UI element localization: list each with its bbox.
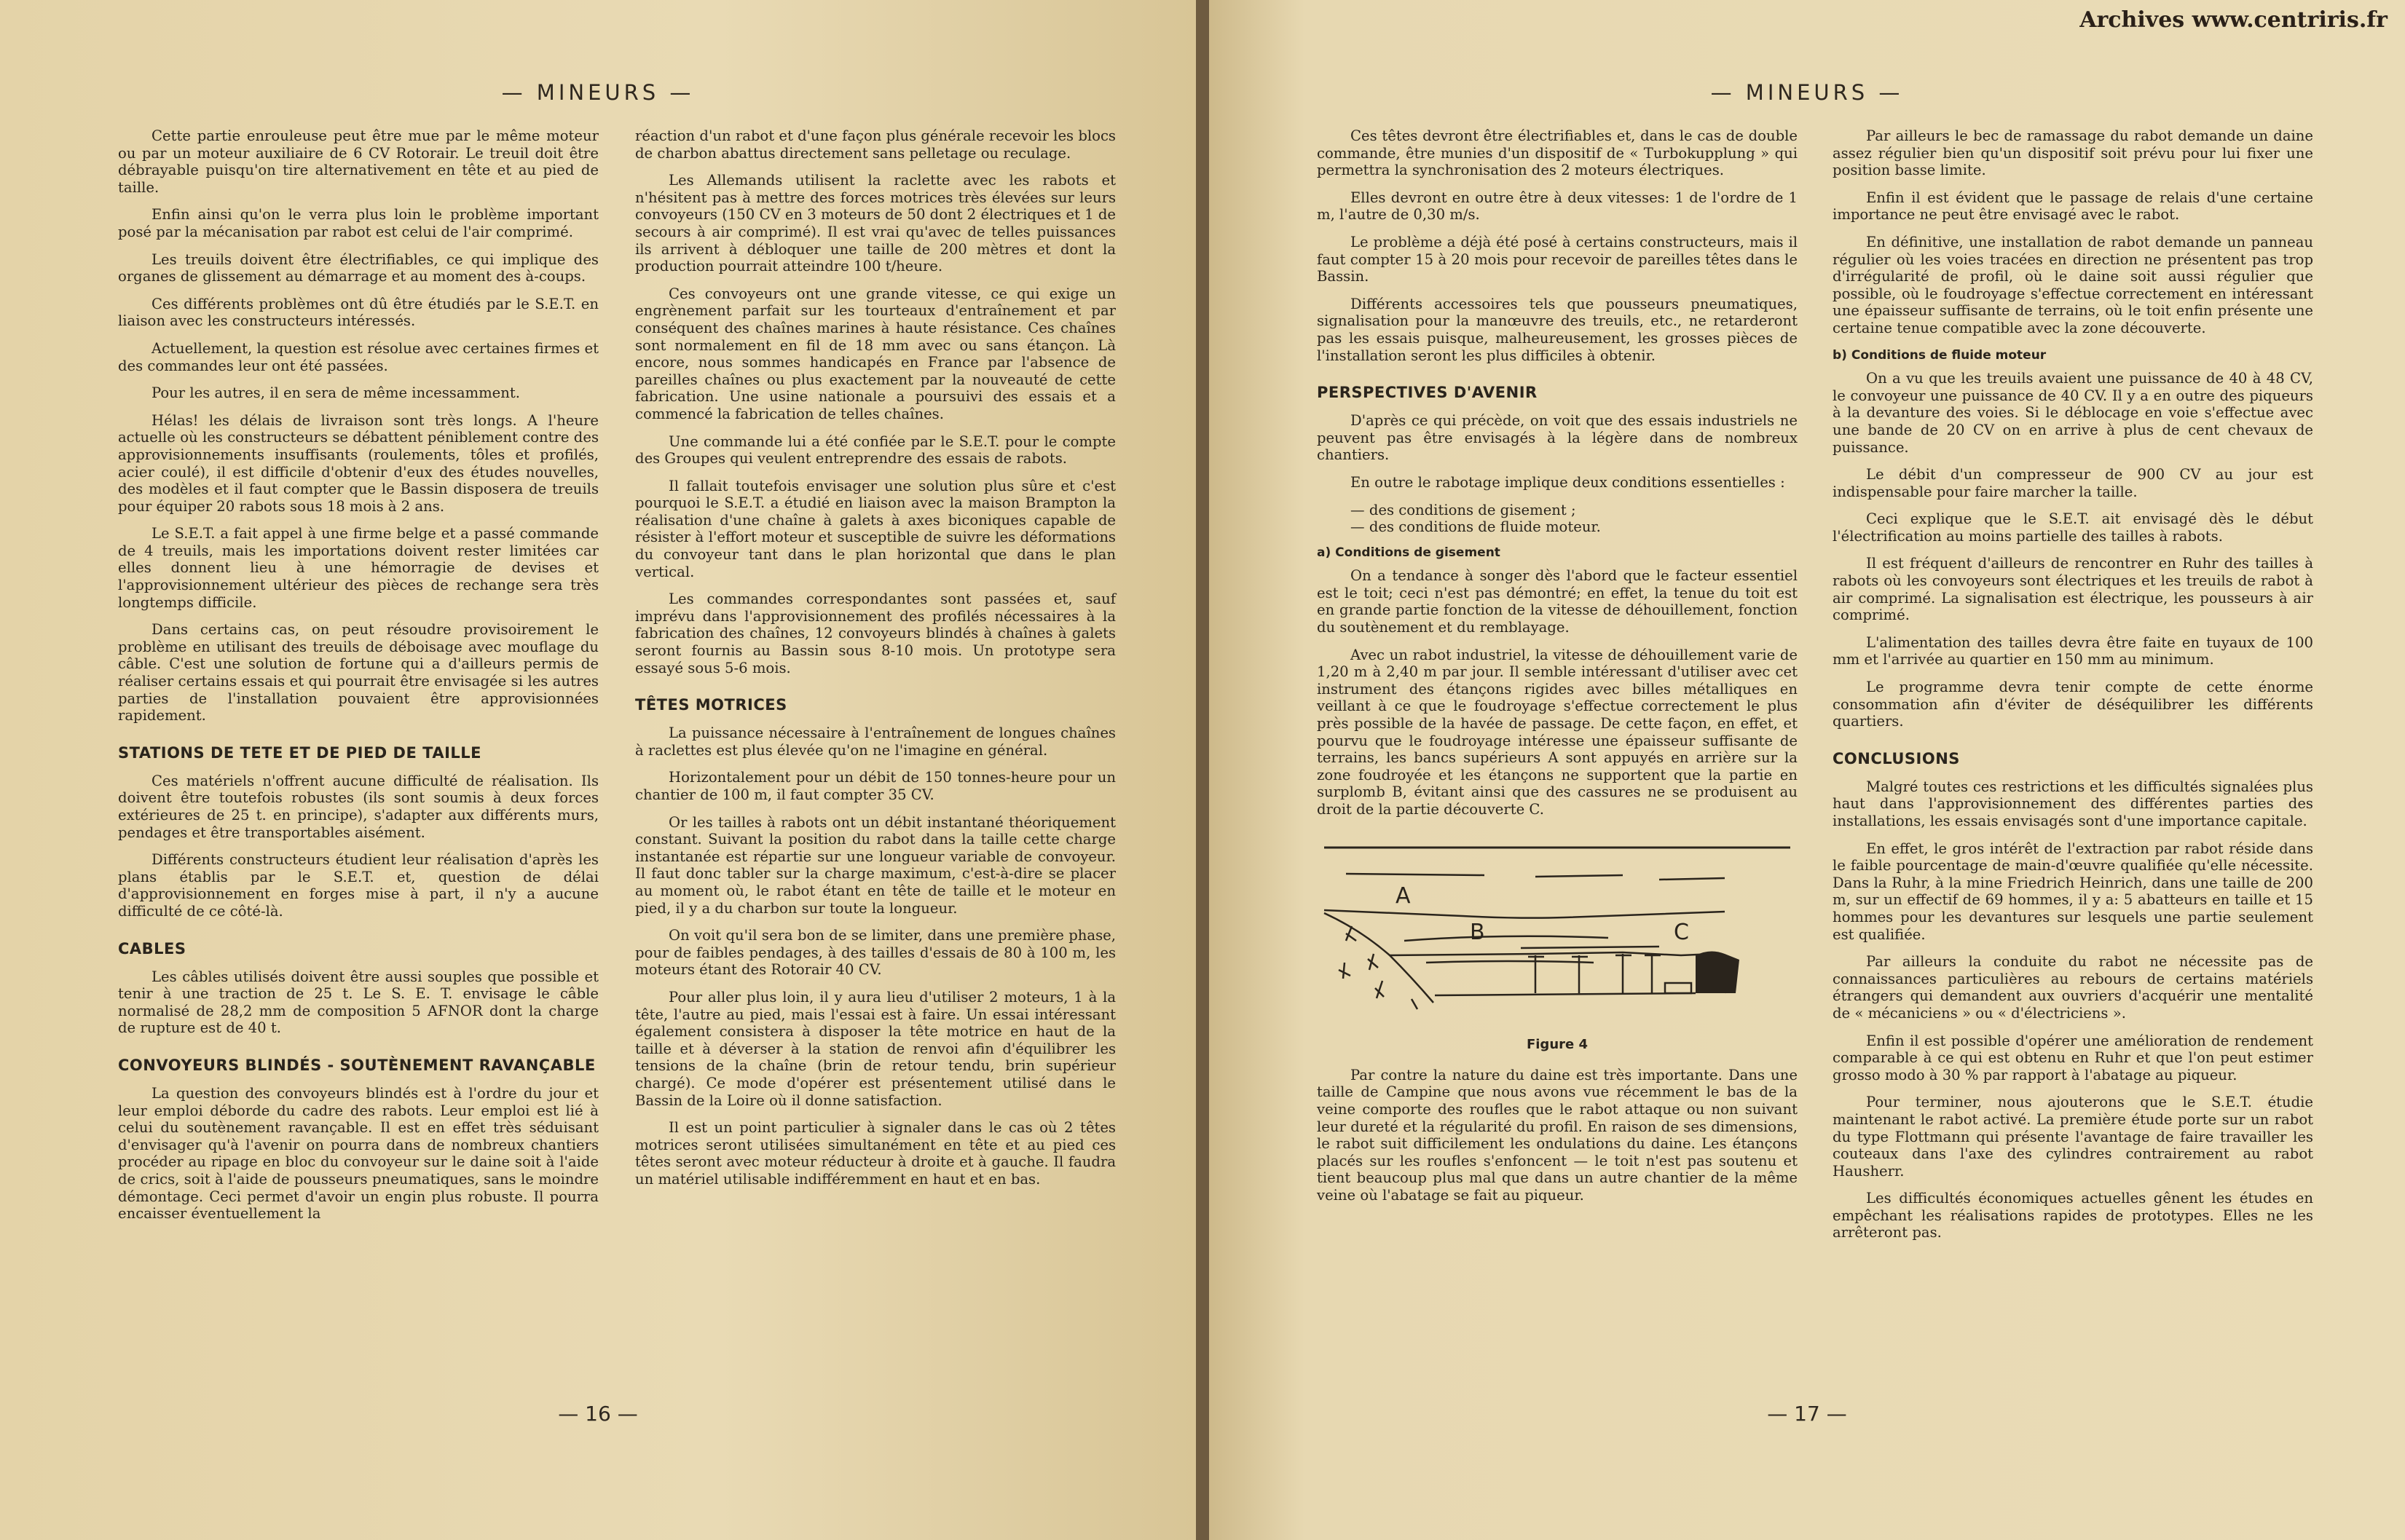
section-heading: PERSPECTIVES D'AVENIR — [1317, 384, 1538, 402]
subsection-heading: a) Conditions de gisement — [1317, 545, 1500, 560]
figure-label-a: A — [1396, 882, 1411, 909]
paragraph: Pour aller plus loin, il y aura lieu d'utiliser 2 moteurs, 1 à la tête, l'autre au pied, mais l'essai est à faire. Un essai intéressant également consistera à disposer la tête motrice en haut de la taille et à déverser à la station de renvoi afin d'équilibrer les tensions de la chaîne (brin de retour tendu, brin supérieur chargé). Ce mode d'opérer est présentement utilisé dans le Bassin de la Loire où il donne satisfaction. — [635, 988, 1116, 1109]
page-header: — MINEURS — — [1710, 80, 1904, 105]
paragraph: Ceci explique que le S.E.T. ait envisagé dès le début l'électrification au moins partielle des tailles à rabots. — [1833, 510, 2313, 545]
paragraph: Il est un point particulier à signaler dans le cas où 2 têtes motrices seront utilisées simultanément en tête et au pied ces têtes seront avec moteur réducteur à droite et à gauche. Il faudra un matériel utilisable indifféremment en haut et en bas. — [635, 1119, 1116, 1188]
paragraph: Différents accessoires tels que pousseurs pneumatiques, signalisation pour la manœuvre des treuils, etc., ne retarderont pas les essais puisque, malheureusement, les grosses pièces de l'installation seront les plus difficiles à obtenir. — [1317, 295, 1798, 364]
page-number: — 17 — — [1767, 1402, 1847, 1426]
figure-caption: Figure 4 — [1526, 1037, 1589, 1053]
paragraph: D'après ce qui précède, on voit que des essais industriels ne peuvent pas être envisagés à la légère dans de nombreux chantiers. — [1317, 412, 1798, 464]
page-number: — 16 — — [558, 1402, 638, 1426]
paragraph: Par contre la nature du daine est très importante. Dans une taille de Campine que nous avons vue récemment le bas de la veine comporte des roufles que le rabot attaque ou non suivant leur dureté et la régularité du profil. En raison de ses dimensions, le rabot suit difficilement les ondulations du daine. Les étançons placés sur les roufles s'enfoncent — le toit n'est pas soutenu et tient beaucoup plus mal que dans un autre chantier de la même veine où l'abatage se fait au piqueur. — [1317, 1066, 1798, 1204]
paragraph: Pour les autres, il en sera de même incessamment. — [151, 384, 520, 402]
figure-4-diagram — [1317, 832, 1798, 1054]
paragraph: Enfin il est évident que le passage de relais d'une certaine importance ne peut être envisagé avec le rabot. — [1833, 189, 2313, 224]
paragraph: Ces matériels n'offrent aucune difficulté de réalisation. Ils doivent être toutefois robustes (ils sont soumis à deux forces extérieures de 25 t. en principe), s'adapter aux différents murs, pendages et être transportables aisément. — [118, 772, 599, 841]
paragraph: Le S.E.T. a fait appel à une firme belge et a passé commande de 4 treuils, mais les importations doivent rester limitées car elles donnent lieu à une hémorragie de devises et l'approvisionnement ultérieur des pièces de rechange sera très longtemps difficile. — [118, 525, 599, 611]
paragraph: Les commandes correspondantes sont passées et, sauf imprévu dans l'approvisionnement des profilés nécessaires à la fabrication des chaînes, 12 convoyeurs blindés à chaînes à galets seront fournis au Bassin sous 8-10 mois. Un prototype sera essayé sous 5-6 mois. — [635, 591, 1116, 676]
archive-watermark: Archives www.centriris.fr — [2079, 7, 2388, 33]
paragraph: Il fallait toutefois envisager une solution plus sûre et c'est pourquoi le S.E.T. a étudié en liaison avec la maison Brampton la réalisation d'une chaîne à galets à axes biconiques capable de résister à l'effort moteur et susceptible de suivre les déformations du convoyeur tant dans le plan horizontal que dans le plan vertical. — [635, 477, 1116, 580]
paragraph: L'alimentation des tailles devra être faite en tuyaux de 100 mm et l'arrivée au quartier en 150 mm au minimum. — [1833, 633, 2313, 668]
subsection-heading: b) Conditions de fluide moteur — [1833, 347, 2047, 363]
paragraph: Pour terminer, nous ajouterons que le S.E.T. étudie maintenant le rabot activé. La première étude porte sur un rabot du type Flottmann qui présente l'avantage de faire travailler les couteaux dans l'axe des cylindres contrairement au rabot Hausherr. — [1833, 1094, 2313, 1180]
paragraph: Les treuils doivent être électrifiables, ce qui implique des organes de glissement au démarrage et au moment des à-coups. — [118, 250, 599, 285]
section-heading: CONCLUSIONS — [1833, 749, 1960, 767]
page-header: — MINEURS — — [501, 80, 695, 105]
paragraph: En outre le rabotage implique deux conditions essentielles : — [1350, 473, 1785, 491]
paragraph: Ces différents problèmes ont dû être étudiés par le S.E.T. en liaison avec les constructeurs intéressés. — [118, 295, 599, 330]
right-column-1 — [1317, 127, 1798, 1215]
paragraph: Le débit d'un compresseur de 900 CV au jour est indispensable pour faire marcher la taille. — [1833, 466, 2313, 500]
figure-label-b: B — [1470, 919, 1485, 945]
paragraph: Cette partie enrouleuse peut être mue par le même moteur ou par un moteur auxiliaire de 6 CV Rotorair. Le treuil doit être débrayable puisqu'on tire alternativement en tête et au pied de taille. — [118, 127, 599, 196]
paragraph: Les Allemands utilisent la raclette avec les rabots et n'hésitent pas à mettre des forces motrices très élevées sur leurs convoyeurs (150 CV en 3 moteurs de 50 dont 2 électriques et 1 de secours à air comprimé). Il est vrai qu'avec de telles puissances ils arrivent à débloquer une taille de 200 mètres et dont la production pourrait atteindre 100 t/heure. — [635, 172, 1116, 275]
left-column-1 — [118, 127, 599, 1233]
paragraph: Ces convoyeurs ont une grande vitesse, ce qui exige un engrènement parfait sur les tourteaux d'entraînement et par conséquent des chaînes marines à haute résistance. Ces chaînes sont normalement en fil de 18 mm avec ou sans étançon. Là encore, nous sommes handicapés en France par l'absence de pareilles chaînes ou plus exactement par la nouveauté de cette fabrication. Une usine nationale a poursuivi des essais et a commencé la fabrication de telles chaînes. — [635, 285, 1116, 422]
paragraph: Enfin il est possible d'opérer une amélioration de rendement comparable à ce qui est obtenu en Ruhr et que l'on peut estimer grosso modo à 30 % par rapport à l'abatage au piqueur. — [1833, 1032, 2313, 1083]
paragraph: Elles devront en outre être à deux vitesses: 1 de l'ordre de 1 m, l'autre de 0,30 m/s. — [1317, 189, 1798, 224]
right-page — [1209, 0, 2405, 1540]
paragraph: Il est fréquent d'ailleurs de rencontrer en Ruhr des tailles à rabots où les convoyeurs sont électriques et les treuils de rabot à air comprimé. La signalisation est électrique, les pousseurs à air comprimé. — [1833, 555, 2313, 624]
conditions-list — [1350, 502, 1798, 536]
paragraph: Par ailleurs le bec de ramassage du rabot demande un daine assez régulier bien qu'un dispositif soit prévu pour lui fixer une position basse limite. — [1833, 127, 2313, 179]
section-heading: CONVOYEURS BLINDÉS - SOUTÈNEMENT RAVANÇABLE — [118, 1056, 596, 1074]
list-item: — des conditions de gisement ; — [1350, 501, 1576, 518]
right-column-2 — [1833, 127, 2313, 1252]
paragraph: Le problème a déjà été posé à certains constructeurs, mais il faut compter 15 à 20 mois pour recevoir de pareilles têtes dans le Bassin. — [1317, 233, 1798, 285]
left-page — [0, 0, 1196, 1540]
paragraph: Par ailleurs la conduite du rabot ne nécessite pas de connaissances particulières au rebours de certains matériels étrangers qui demandent aux ouvriers d'acquérir une mentalité de « mécaniciens » ou « d'électriciens ». — [1833, 953, 2313, 1022]
paragraph: Malgré toutes ces restrictions et les difficultés signalées plus haut dans l'approvisionnement des différentes parties des installations, les essais envisagés sont d'une importance capitale. — [1833, 778, 2313, 829]
book-gutter — [1196, 0, 1209, 1540]
paragraph: En effet, le gros intérêt de l'extraction par rabot réside dans le faible pourcentage de main-d'œuvre qualifiée qu'elle nécessite. Dans la Ruhr, à la mine Friedrich Heinrich, dans une taille de 200 m, sur un effectif de 69 hommes, il y a: 5 abatteurs en taille et 15 hommes pour les devantures sur lesquels une partie seulement est qualifiée. — [1833, 840, 2313, 943]
paragraph: On a vu que les treuils avaient une puissance de 40 à 48 CV, le convoyeur une puissance de 40 CV. Il y a en outre des piqueurs à la devanture des voies. Si le déblocage en voie s'effectue avec une bande de 20 CV on en arrive à plus de cent chevaux de puissance. — [1833, 370, 2313, 456]
paragraph: La question des convoyeurs blindés est à l'ordre du jour et leur emploi déborde du cadre des rabots. Leur emploi est lié à celui du soutènement ravançable. Il est en effet très séduisant d'envisager qu'à l'avenir on pourra dans de nombreux chantiers procéder au ripage en bloc du convoyeur sur le daine soit à l'aide de crics, soit à l'aide de pousseurs pneumatiques, sans le moindre démontage. Ceci permet d'avoir un engin plus robuste. Il pourra encaisser éventuellement la — [118, 1084, 599, 1223]
section-heading: TÊTES MOTRICES — [635, 696, 787, 714]
paragraph: réaction d'un rabot et d'une façon plus générale recevoir les blocs de charbon abattus directement sans pelletage ou reculage. — [635, 127, 1116, 162]
paragraph: On voit qu'il sera bon de se limiter, dans une première phase, pour de faibles pendages, à des tailles d'essais de 80 à 100 m, les moteurs étant des Rotorair 40 CV. — [635, 927, 1116, 979]
section-heading: CABLES — [118, 939, 186, 957]
section-heading: STATIONS DE TETE ET DE PIED DE TAILLE — [118, 743, 481, 762]
paragraph: Horizontalement pour un débit de 150 tonnes-heure pour un chantier de 100 m, il faut compter 35 CV. — [635, 769, 1116, 803]
paragraph: Enfin ainsi qu'on le verra plus loin le problème important posé par la mécanisation par rabot est celui de l'air comprimé. — [118, 206, 599, 240]
paragraph: La puissance nécessaire à l'entraînement de longues chaînes à raclettes est plus élevée qu'on ne l'imagine en général. — [635, 724, 1116, 759]
left-column-2 — [635, 127, 1116, 1198]
paragraph: En définitive, une installation de rabot demande un panneau régulier où les voies tracées en direction ne présentent pas trop d'irrégularité de profil, où le daine soit aussi régulier que possible, où le foudroyage s'effectue correctement en intéressant une épaisseur suffisante de terrains, où le toit enfin présente une certaine tenue compatible avec la zone découverte. — [1833, 233, 2313, 336]
paragraph: Les câbles utilisés doivent être aussi souples que possible et tenir à une traction de 25 t. Le S. E. T. envisage le câble normalisé de 28,2 mm de composition 5 AFNOR dont la charge de rupture est de 40 t. — [118, 968, 599, 1037]
paragraph: Le programme devra tenir compte de cette énorme consommation afin d'éviter de déséquilibrer les différents quartiers. — [1833, 679, 2313, 730]
paragraph: Hélas! les délais de livraison sont très longs. A l'heure actuelle où les constructeurs se débattent péniblement contre des approvisionnements insuffisants (roulements, tôles et profilés, acier coulé), il est difficile d'obtenir d'eux des études nouvelles, des modèles et il faut compter que le Bassin disposera de treuils pour équiper 20 rabots sous 18 mois à 2 ans. — [118, 411, 599, 515]
paragraph: Actuellement, la question est résolue avec certaines firmes et des commandes leur ont été passées. — [118, 339, 599, 374]
paragraph: Dans certains cas, on peut résoudre provisoirement le problème en utilisant des treuils de déboisage avec mouflage du câble. C'est une solution de fortune qui a d'ailleurs permis de réaliser certains essais et qui pourrait être envisagée si les autres parties de l'installation pouvaient être approvisionnées rapidement. — [118, 621, 599, 724]
figure-label-c: C — [1674, 919, 1689, 945]
paragraph: Une commande lui a été confiée par le S.E.T. pour le compte des Groupes qui veulent entreprendre des essais de rabots. — [635, 433, 1116, 467]
list-item: — des conditions de fluide moteur. — [1350, 518, 1601, 536]
paragraph: On a tendance à songer dès l'abord que le facteur essentiel est le toit; ceci n'est pas démontré; en effet, la tenue du toit est en grande partie fonction de la vitesse de déhouillement, fonction du soutènement et du remblayage. — [1317, 567, 1798, 636]
paragraph: Or les tailles à rabots ont un débit instantané théoriquement constant. Suivant la position du rabot dans la taille cette charge instantanée est répartie sur une longueur variable de convoyeur. Il faut donc tabler sur la charge maximum, c'est-à-dire se placer au moment où, le rabot étant en tête de taille et le moteur en pied, il y a du charbon sur toute la longueur. — [635, 813, 1116, 917]
paragraph: Avec un rabot industriel, la vitesse de déhouillement varie de 1,20 m à 2,40 m par jour. Il semble intéressant d'utiliser avec cet instrument des étançons rigides avec billes métalliques en veillant à ce que le foudroyage s'effectue correctement le plus près possible de la havée de passage. De cette façon, en effet, et pourvu que le foudroyage intéresse une épaisseur suffisante de terrains, les bancs supérieurs A sont appuyés en arrière sur la zone foudroyée et les étançons ne supportent que la partie en surplomb B, évitant ainsi que des cassures ne se produisent au droit de la partie découverte C. — [1317, 646, 1798, 818]
paragraph: Différents constructeurs étudient leur réalisation d'après les plans établis par le S.E.T. et, question de délai d'approvisionnement en forges mise à part, il n'y a aucune difficulté de ce côté-là. — [118, 851, 599, 920]
roof-support-diagram — [1317, 832, 1798, 1028]
paragraph: Ces têtes devront être électrifiables et, dans le cas de double commande, être munies d'un dispositif de « Turbokupplung » qui permettra la synchronisation des 2 moteurs électriques. — [1317, 127, 1798, 179]
paragraph: Les difficultés économiques actuelles gênent les études en empêchant les réalisations rapides de prototypes. Elles ne les arrêteront pas. — [1833, 1190, 2313, 1241]
